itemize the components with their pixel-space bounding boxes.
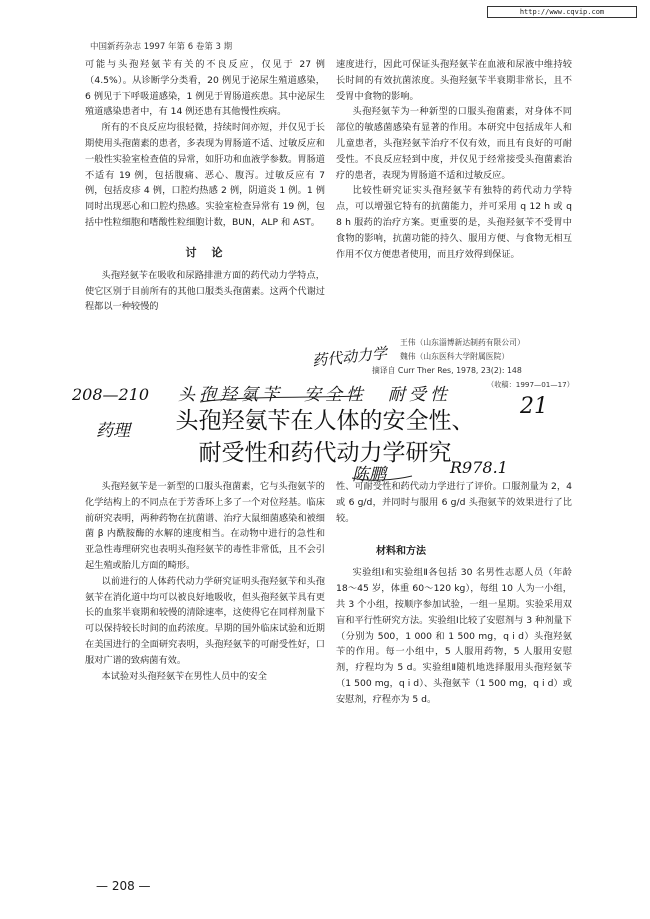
paragraph-study-aim: 本试验对头孢羟氨苄在男性人员中的安全 <box>101 670 267 682</box>
translator-1: 王伟（山东淄博新达制药有限公司） <box>400 338 525 347</box>
paragraph-study-aim-continued: 性、可耐受性和药代动力学进行了评价。口服剂量为 2，4 或 6 g/d，并同时与服用 6 g/d 头孢氨苄的效果进行了比较。 <box>336 481 572 524</box>
paragraph-adverse-details: 所有的不良反应均很轻微，持续时间亦短，并仅见于长期使用头孢菌素的患者，多表现为胃肠道不适、过敏反应和一般性实验室检查值的异常，如肝功和血液学参数。胃肠道不适有 19 例，包括腹痛、恶心、腹泻。过敏反应有 7 例，包括皮疹 4 例，口腔灼热感 2 例，阴道炎 1 例。1 例同时出现恶心和口腔灼热感。实验室检查异常有 19 例，包括中性粒细胞和嗜酸性粒细胞计数，BUN，ALP 和 AST。 <box>85 122 325 228</box>
handwritten-classification-code: R978.1 <box>450 458 508 477</box>
left-column-top <box>85 57 325 315</box>
received-date: （收稿：1997—01—17） <box>487 380 574 389</box>
paragraph-discussion-continued: 速度进行，因此可保证头孢羟氨苄在血液和尿液中维持较长时间的有效抗菌浓度。头孢羟氨苄半衰期非常长，且不受胃中食物的影响。 <box>336 59 572 102</box>
handwritten-reference-number: 208—210 <box>72 385 150 404</box>
left-column-bottom <box>85 479 325 684</box>
article-title-line-2: 耐受性和药代动力学研究 <box>198 440 452 466</box>
paragraph-methods: 实验组Ⅰ和实验组Ⅱ各包括 30 名男性志愿人员（年龄 18～45 岁，体重 60～120 kg），每组 10 人为一小组，共 3 个小组，按顺序参加试验，一组一星期。实验采用双盲和平行性研究方法。实验组Ⅰ比较了安慰剂与 3 种剂量下（分别为 500，1 000 和 1 500 mg，q i d）头孢羟氨苄的作用。每一小组中，5 人服用药物，5 人服用安慰剂，疗程均为 5 d。实验组Ⅱ随机地选择服用头孢羟氨苄（1 500 mg，q i d）、头孢氨苄（1 500 mg，q i d）或安慰剂，疗程亦为 5 d。 <box>336 567 572 705</box>
paragraph-previous-studies: 以前进行的人体药代动力学研究证明头孢羟氨苄和头孢氨苄在消化道中均可以被良好地吸收，但头孢羟氨苄具有更长的血浆半衰期和较慢的清除速率，这使得它在同样剂量下可以保持较长时间的血药浓度。早期的国外临床试验和近期在美国进行的全面研究表明，头孢羟氨苄的可耐受性好，口服对广谱的致病菌有效。 <box>85 575 325 666</box>
paragraph-discussion: 头孢羟氨苄在吸收和尿路排泄方面的药代动力学特点，使它区别于目前所有的其他口服类头孢菌素。这两个代谢过程都以一种较慢的 <box>85 269 325 313</box>
page-number: — 208 — <box>96 879 151 893</box>
handwritten-author-name: 陈鹏 <box>352 465 386 485</box>
materials-methods-heading: 材料和方法 <box>376 546 426 558</box>
handwritten-keywords: 头孢羟氨苄 安全性 耐受性 <box>178 385 451 405</box>
handwritten-side-number: 21 <box>520 394 548 419</box>
paragraph-summary: 头孢羟氨苄为一种新型的口服头孢菌素，对身体不同部位的敏感菌感染有显著的作用。本研究中包括成年人和儿童患者，头孢羟氨苄治疗不仅有效，而且有良好的可耐受性。不良反应轻到中度，并仅见于经常接受头孢菌素治疗的患者，表现为胃肠道不适和过敏反应。 <box>336 106 572 181</box>
paragraph-introduction: 头孢羟氨苄是一新型的口服头孢菌素，它与头孢氨苄的化学结构上的不同点在于芳香环上多了一个对位羟基。临床前研究表明，两种药物在抗菌谱、治疗大鼠细菌感染和被细菌 β 内酰胺酶的水解的速度相当。在动物中进行的急性和亚急性毒理研究也表明头孢羟氨苄的毒性非常低，且不会引起生殖或胎儿方面的畸形。 <box>85 481 325 571</box>
handwritten-left-note: 药理 <box>96 421 130 441</box>
discussion-heading: 讨 论 <box>185 245 225 259</box>
right-column-bottom <box>336 479 572 708</box>
article-title-line-1: 头孢羟氨苄在人体的安全性、 <box>175 408 475 434</box>
paragraph-comparison: 比较性研究证实头孢羟氨苄有独特的药代动力学特点，可以增强它特有的抗菌能力，并可采用 q 12 h 或 q 8 h 服药的治疗方案。更重要的是，头孢羟氨苄不受胃中食物的影响，抗菌功能的持久、服用方便、与食物无相互作用不仅方便患者使用，而且疗效得到保证。 <box>336 185 572 260</box>
running-header: 中国新药杂志 1997 年第 6 卷第 3 期 <box>90 42 233 52</box>
right-column-top <box>336 57 572 262</box>
translator-2: 魏伟（山东医科大学附属医院） <box>400 352 510 361</box>
paragraph-adverse-intro: 可能与头孢羟氨苄有关的不良反应，仅见于 27 例（4.5%）。从诊断学分类看，20 例见于泌尿生殖道感染，6 例见于下呼吸道感染，1 例见于胃肠道疾患。其中泌尿生殖道感染患者中，有 14 例还患有其他慢性疾病。 <box>85 59 325 118</box>
source-url-stamp: http://www.cqvip.com <box>487 6 637 18</box>
handwritten-note-pharmacokinetics: 药代动力学 <box>311 344 388 370</box>
abstract-source: 摘译自 Curr Ther Res, 1978, 23(2): 148 <box>372 366 522 375</box>
